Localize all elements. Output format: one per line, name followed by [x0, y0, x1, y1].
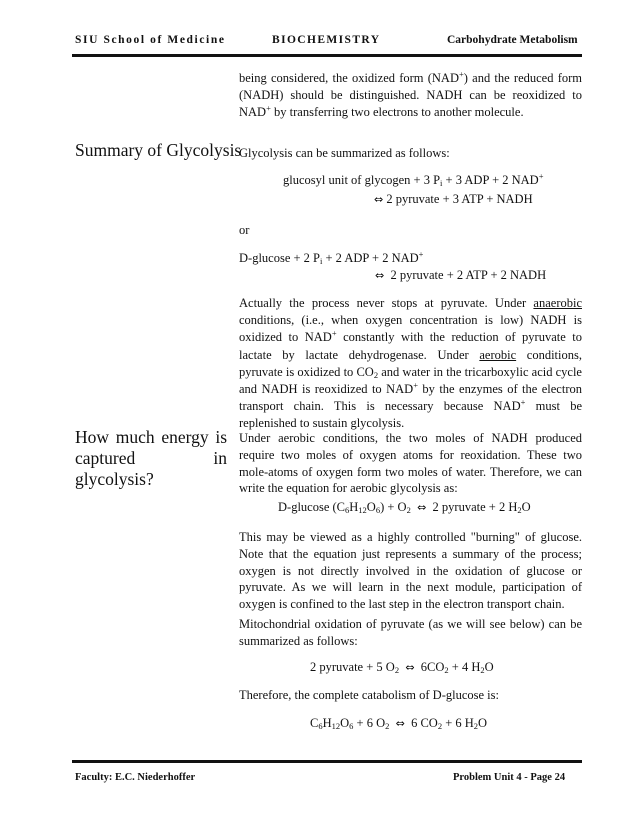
side-heading-energy: How much energy is captured in glycolysis?: [75, 427, 227, 489]
header-institution: SIU School of Medicine: [75, 34, 226, 46]
equation-glucose-line2: ⇔ 2 pyruvate + 2 ATP + 2 NADH: [375, 268, 547, 282]
paragraph-complete-catabolism: Therefore, the complete catabolism of D-glucose is:: [239, 688, 499, 702]
equilibrium-arrow-icon: ⇔: [417, 501, 427, 514]
paragraph-mitochondrial-oxidation: Mitochondrial oxidation of pyruvate (as we will see below) can be summarized as follows:: [239, 617, 582, 648]
paragraph-glycolysis-intro: Glycolysis can be summarized as follows:: [239, 146, 450, 160]
equilibrium-arrow-icon: ⇔: [375, 269, 385, 282]
footer-rule: [72, 760, 582, 763]
equation-glucose-line1: D-glucose + 2 $P_i + 2$ ADP + 2 NAD+: [239, 249, 424, 266]
equilibrium-arrow-icon: ⇔: [405, 661, 415, 674]
footer-faculty: Faculty: E.C. Niederhoffer: [75, 772, 196, 783]
text-or: or: [239, 223, 250, 237]
equilibrium-arrow-icon: ⇔: [395, 717, 405, 730]
equation-glycogen-line1: glucosyl unit of glycogen + 3 $P_i + 3$ ADP + 2 NAD+: [283, 171, 544, 188]
paragraph-nad-forms: being considered, the oxidized form (NAD+) and the reduced form (NADH) should be distinguished. NADH can be reoxidized to NAD+ by transferring two electrons to another molecule.: [239, 69, 582, 119]
equation-pyruvate-oxidation: 2 pyruvate + 5 $O_2$ ⇔ $6CO_2 + 4$ $H_2O$: [310, 660, 494, 675]
equilibrium-arrow-icon: ⇔: [374, 193, 384, 206]
header-rule: [72, 54, 582, 57]
paragraph-anaerobic-aerobic: Actually the process never stops at pyruvate. Under anaerobic conditions, (i.e., when oxygen concentration is low) NADH is oxidized to NAD+ constantly with the reduction of pyruvate to lactate by lactate dehydrogenase. Under aerobic conditions, pyruvate is oxidized to $CO_2$ and water in the tricarboxylic acid cycle and NADH is reoxidized to NAD+ by the enzymes of the electron transport chain. This is necessary because NAD+ must be replenished to sustain glycolysis.: [239, 296, 583, 431]
header-course: BIOCHEMISTRY: [272, 34, 381, 46]
paragraph-aerobic-nadh: Under aerobic conditions, the two moles of NADH produced require two moles of oxygen atoms for reoxidation. These two mole-atoms of oxygen form two moles of water. Therefore, we can write the equation for aerobic glycolysis as:: [239, 431, 582, 496]
equation-complete-catabolism: $C_6H_{12}O_6 + 6$ $O_2$ ⇔ 6 $CO_2 + 6$ $H_2O$: [310, 716, 488, 731]
equation-glycogen-line2: ⇔ 2 pyruvate + 3 ATP + NADH: [374, 192, 533, 206]
paragraph-burning-glucose: This may be viewed as a highly controlled "burning" of glucose. Note that the equation just represents a summary of the process; oxygen is not directly involved in the oxidation of glucose or pyruvate. As we will learn in the next module, participation of oxygen is confined to the last step in the electron transport chain.: [239, 530, 582, 612]
side-heading-summary: Summary of Glycolysis: [75, 140, 242, 160]
footer-page-number: Problem Unit 4 - Page 24: [453, 772, 566, 783]
equation-aerobic-glycolysis: D-glucose $(C_6H_{12}O_6) + O_2$ ⇔ 2 pyruvate + 2 $H_2O$: [278, 500, 531, 515]
header-topic: Carbohydrate Metabolism: [447, 34, 578, 46]
